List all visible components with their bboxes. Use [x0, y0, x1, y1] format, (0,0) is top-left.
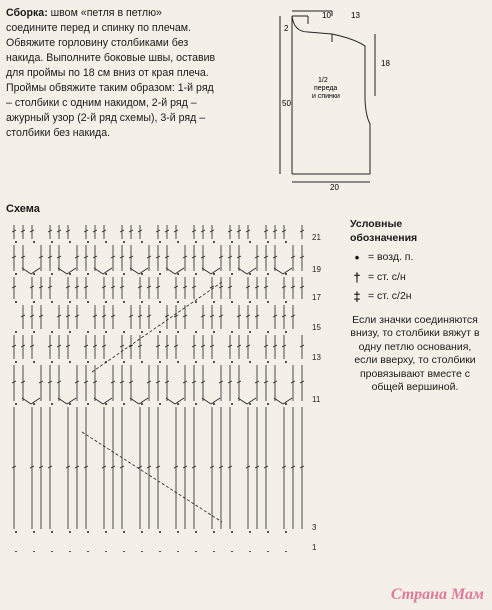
chain-dot	[195, 331, 197, 333]
assembly-instructions	[6, 6, 216, 141]
chain-dot	[231, 403, 233, 405]
chain-dot	[51, 273, 53, 275]
shell-mark	[130, 268, 148, 274]
chain-dot	[177, 331, 179, 333]
chain-dot	[249, 403, 251, 405]
chain-dot	[69, 301, 71, 303]
chain-dot	[51, 531, 53, 533]
row-number: 17	[312, 293, 321, 302]
chain-dot	[141, 241, 143, 243]
chain-dot	[69, 551, 71, 552]
chain-dot	[123, 331, 125, 333]
chain-dot	[123, 403, 125, 405]
legend	[350, 218, 480, 395]
chain-dot	[33, 273, 35, 275]
chain-dot	[33, 301, 35, 303]
dim-bottom: 20	[330, 183, 339, 192]
chain-dot	[159, 301, 161, 303]
shell-mark	[22, 398, 40, 404]
chain-dot	[231, 301, 233, 303]
chain-dot	[159, 531, 161, 533]
chain-dot	[69, 273, 71, 275]
chain-dot	[33, 361, 35, 363]
chain-dot	[267, 301, 269, 303]
chain-dot	[123, 531, 125, 533]
row-number: 13	[312, 353, 321, 362]
chain-dot	[51, 551, 53, 552]
chain-dot	[123, 273, 125, 275]
chain-dot	[15, 551, 17, 552]
chain-dot	[141, 531, 143, 533]
chain-dot	[123, 241, 125, 243]
chain-dot	[177, 551, 179, 552]
chain-dot	[33, 531, 35, 533]
chain-dot	[51, 331, 53, 333]
shell-mark	[58, 268, 76, 274]
chain-dot	[69, 361, 71, 363]
chain-dot	[141, 273, 143, 275]
chain-dot	[249, 531, 251, 533]
chain-dot	[285, 361, 287, 363]
shell-mark	[202, 268, 220, 274]
chain-dot	[87, 241, 89, 243]
chain-dot	[51, 301, 53, 303]
chain-dot	[87, 273, 89, 275]
shell-mark	[166, 268, 184, 274]
chain-dot	[249, 551, 251, 552]
chain-dot	[177, 241, 179, 243]
chain-dot	[87, 403, 89, 405]
watermark-logo: Страна Мам	[390, 586, 484, 603]
legend-item-label: = возд. п.	[368, 251, 414, 263]
chain-dot	[159, 273, 161, 275]
row-number: 3	[312, 523, 317, 532]
legend-title-line1: Условные	[350, 218, 403, 230]
chain-dot	[213, 403, 215, 405]
shell-mark	[166, 398, 184, 404]
dim-length: 50	[282, 99, 291, 108]
legend-item-tr	[350, 290, 480, 304]
chain-dot	[213, 273, 215, 275]
dim-neck: 2	[284, 24, 289, 33]
shell-mark	[130, 398, 148, 404]
chain-dot	[87, 531, 89, 533]
chain-dot	[177, 301, 179, 303]
chain-stitch-icon: •	[354, 250, 360, 265]
chain-dot	[195, 301, 197, 303]
chain-dot	[87, 301, 89, 303]
chain-dot	[195, 531, 197, 533]
chain-dot	[195, 241, 197, 243]
chain-dot	[69, 331, 71, 333]
shell-mark	[202, 398, 220, 404]
shell-mark	[274, 268, 292, 274]
chain-dot	[213, 241, 215, 243]
chain-dot	[159, 551, 161, 552]
chain-dot	[213, 361, 215, 363]
chain-dot	[15, 361, 17, 363]
chain-dot	[105, 531, 107, 533]
instructions-heading: Сборка:	[6, 7, 48, 19]
row-number: 19	[312, 265, 321, 274]
chain-dot	[33, 331, 35, 333]
chain-dot	[15, 531, 17, 533]
chain-dot	[285, 273, 287, 275]
chain-dot	[159, 361, 161, 363]
row-number: 15	[312, 323, 321, 332]
chain-dot	[51, 361, 53, 363]
chain-dot	[267, 403, 269, 405]
chain-dot	[123, 301, 125, 303]
chain-dot	[213, 551, 215, 552]
chain-dot	[105, 241, 107, 243]
legend-title-line2: обозначения	[350, 231, 418, 244]
dim-top-left: 10	[322, 11, 331, 20]
legend-note: Если значки соединяются внизу, то столбики вяжут в одну петлю основания, если вверху, то столбики провязывают вместе с общей вершиной.	[350, 313, 480, 393]
schematic-label-3: и спинки	[312, 93, 340, 100]
decrease-diagonal	[92, 282, 222, 372]
chain-dot	[231, 273, 233, 275]
chain-dot	[105, 551, 107, 552]
schematic-label-2: переда	[314, 85, 338, 92]
chain-dot	[159, 241, 161, 243]
chain-dot	[285, 403, 287, 405]
schema-title: Схема	[6, 203, 40, 215]
chain-dot	[213, 531, 215, 533]
chain-dot	[141, 331, 143, 333]
chain-dot	[177, 531, 179, 533]
instructions-text: швом «петля в петлю» соедините перед и спинку по плечам. Обвяжите горловину столбиками без накида. Выполните боковые швы, оставив для проймы по 18 см вниз от края плеча. Проймы обвяжите таким образом: 1-й ряд – столбики с одним накидом, 2-й ряд – ажурный узор (2-й ряд схемы), 3-й ряд – столбики без накида.	[6, 7, 216, 139]
chain-dot	[69, 531, 71, 533]
chain-dot	[195, 551, 197, 552]
chain-dot	[159, 331, 161, 333]
row-number: 11	[312, 395, 321, 404]
chain-dot	[267, 531, 269, 533]
chain-dot	[195, 361, 197, 363]
chain-dot	[231, 361, 233, 363]
chain-dot	[177, 273, 179, 275]
chain-dot	[87, 331, 89, 333]
chain-dot	[249, 241, 251, 243]
chain-dot	[51, 241, 53, 243]
chain-dot	[15, 301, 17, 303]
chain-dot	[33, 403, 35, 405]
chain-dot	[249, 331, 251, 333]
chain-dot	[33, 241, 35, 243]
chain-dot	[177, 361, 179, 363]
chain-dot	[87, 551, 89, 552]
double-crochet-icon: †	[353, 269, 361, 285]
treble-crochet-icon: ‡	[353, 289, 361, 304]
chain-dot	[105, 331, 107, 333]
chain-dot	[15, 273, 17, 275]
chain-dot	[195, 403, 197, 405]
chain-dot	[285, 531, 287, 533]
dim-armhole: 18	[381, 59, 390, 68]
chain-dot	[249, 361, 251, 363]
chain-dot	[285, 331, 287, 333]
chain-dot	[213, 331, 215, 333]
chain-dot	[105, 361, 107, 363]
chain-dot	[141, 361, 143, 363]
row-number: 1	[312, 543, 317, 552]
chain-dot	[15, 403, 17, 405]
shell-mark	[238, 268, 256, 274]
legend-item-dc	[350, 271, 480, 285]
chain-dot	[285, 301, 287, 303]
decrease-diagonal	[82, 432, 222, 522]
chain-dot	[15, 241, 17, 243]
chain-dot	[195, 273, 197, 275]
chain-dot	[141, 551, 143, 552]
shell-mark	[58, 398, 76, 404]
chain-dot	[141, 301, 143, 303]
chain-dot	[141, 403, 143, 405]
chain-dot	[105, 273, 107, 275]
chain-dot	[267, 361, 269, 363]
dim-top-right: 13	[351, 11, 360, 20]
chain-dot	[51, 403, 53, 405]
chain-dot	[267, 273, 269, 275]
chain-dot	[285, 241, 287, 243]
chain-dot	[267, 241, 269, 243]
legend-item-label: = ст. с/2н	[368, 290, 412, 302]
chain-dot	[267, 331, 269, 333]
chain-dot	[213, 301, 215, 303]
schematic-label-1: 1/2	[318, 77, 328, 84]
chain-dot	[123, 551, 125, 552]
chain-dot	[123, 361, 125, 363]
legend-item-chain	[350, 251, 480, 265]
legend-title	[350, 218, 480, 245]
chain-dot	[69, 403, 71, 405]
chain-dot	[267, 551, 269, 552]
shell-mark	[94, 268, 112, 274]
chain-dot	[159, 403, 161, 405]
row-number: 21	[312, 233, 321, 242]
chain-dot	[231, 241, 233, 243]
legend-item-label: = ст. с/н	[368, 270, 406, 283]
chain-dot	[285, 551, 287, 552]
chain-dot	[249, 273, 251, 275]
shell-mark	[238, 398, 256, 404]
garment-schematic	[270, 4, 410, 194]
stitch-chart	[2, 222, 330, 552]
chain-dot	[69, 241, 71, 243]
chain-dot	[177, 403, 179, 405]
chain-dot	[105, 403, 107, 405]
chain-dot	[15, 331, 17, 333]
chain-dot	[105, 301, 107, 303]
shell-mark	[22, 268, 40, 274]
chain-dot	[231, 551, 233, 552]
chain-dot	[231, 331, 233, 333]
chain-dot	[231, 531, 233, 533]
shell-mark	[274, 398, 292, 404]
chain-dot	[33, 551, 35, 552]
shell-mark	[94, 398, 112, 404]
chain-dot	[87, 361, 89, 363]
chain-dot	[249, 301, 251, 303]
